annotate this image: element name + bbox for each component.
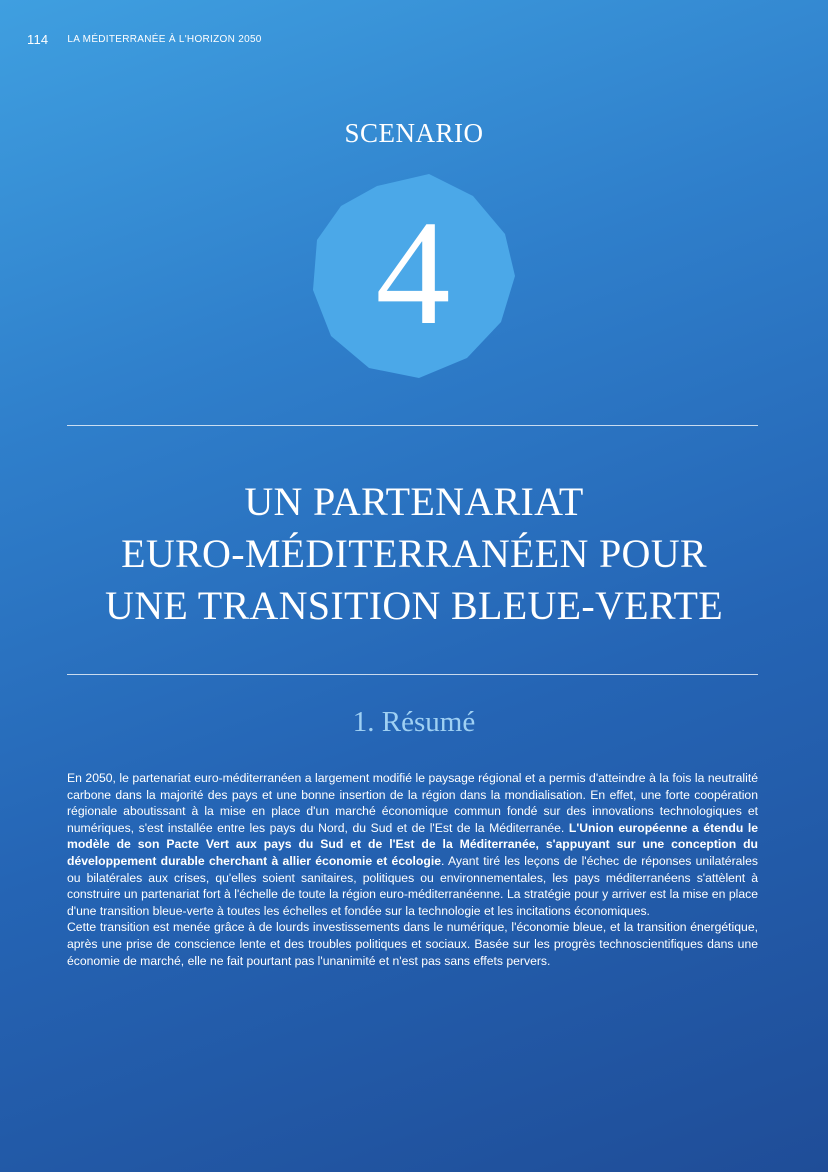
page-header	[27, 30, 801, 48]
bottom-divider	[67, 674, 758, 675]
running-title: LA MÉDITERRANÉE À L'HORIZON 2050	[67, 33, 262, 45]
paragraph-continuation: . Ayant tiré les leçons de l'échec de réponses unilatérales ou bilatérales aux crises, qu'elles soient sanitaires, politiques ou environnementales, les pays méditerranéens s'attèlent à construire un partenariat fort à l'échelle de toute la région euro-méditerranéenne. La stratégie pour y arriver est la mise en place d'une transition bleue-verte à toutes les échelles et fondée sur la technologie et les incitations économiques.	[67, 853, 758, 918]
title-line: UN PARTENARIAT	[244, 479, 584, 524]
page-title	[40, 476, 788, 632]
summary-text	[67, 770, 758, 969]
top-divider	[67, 425, 758, 426]
section-heading: 1. Résumé	[352, 706, 476, 738]
scenario-label: SCENARIO	[344, 118, 484, 148]
page-number: 114	[27, 31, 49, 47]
summary-paragraph: Cette transition est menée grâce à de lourds investissements dans le numérique, l'économie bleue, et la transition énergétique, après une prise de conscience lente et des troubles politiques et sociaux. Basée sur les progrès technoscientifiques dans une économie de marché, elle ne fait pourtant pas l'unanimité et n'est pas sans effets pervers.	[67, 920, 758, 968]
scenario-badge	[311, 172, 515, 378]
scenario-number: 4	[375, 190, 451, 356]
paragraph-intro: En 2050, le partenariat euro-méditerranéen a largement modifié le paysage régional et a permis d'atteindre à la fois la neutralité carbone dans la majorité des pays et une bonne insertion de la région dans la mondialisation. En effet, une forte coopération régionale aboutissant à la mise en place d'un marché économique commun fondé sur des innovations technologiques et numériques, s'est installée entre les pays du Nord, du Sud et de l'Est de la Méditerranée.	[67, 771, 758, 835]
title-line: EURO-MÉDITERRANÉEN POUR	[121, 531, 707, 576]
title-line: UNE TRANSITION BLEUE-VERTE	[105, 583, 723, 628]
summary-paragraph	[67, 770, 758, 919]
paragraph-emphasis: L'Union européenne a étendu le modèle de son Pacte Vert aux pays du Sud et de l'Est de la Méditerranée, s'appuyant sur une conception du développement durable cherchant à allier économie et écologie	[67, 820, 758, 868]
